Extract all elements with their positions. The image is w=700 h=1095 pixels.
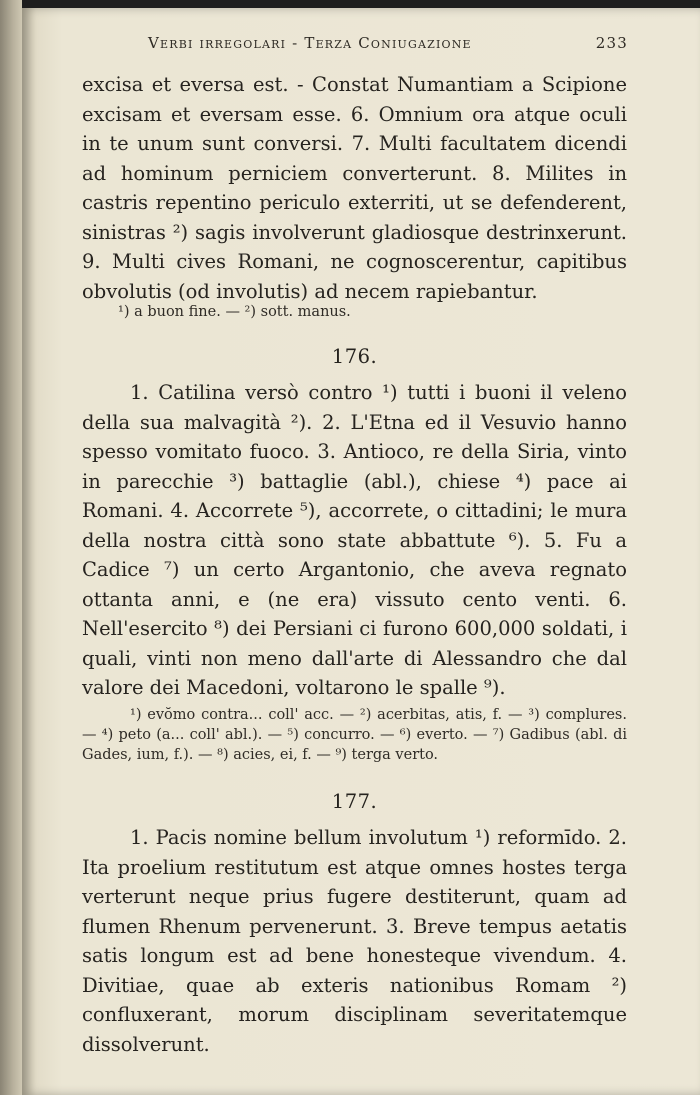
running-header (148, 34, 628, 56)
exercise-number-177: 177. (331, 790, 378, 813)
exercise-175-continuation: excisa et eversa est. - Constat Numantiam a Scipione excisam et eversam esse. 6. Omnium ora atque oculi in te unum sunt conversi. 7. Multi facultatem dicendi ad hominum perniciem converterunt. 8. Milites in castris repentino periculo exterriti, ut se defenderent, sinistras ²) sagis involverunt gladiosque destrinxerunt. 9. Multi cives Romani, ne cognoscerentur, capitibus obvolutis (od involutis) ad necem rapiebantur. (82, 73, 627, 303)
exercise-177-text: 1. Pacis nomine bellum involutum ¹) reformīdo. 2. Ita proelium restitutum est atque omnes hostes terga verterunt neque prius fugere destiterunt, quam ad flumen Rhenum pervenerunt. 3. Breve tempus aetatis satis longum est ad bene honesteque vivendum. 4. Divitiae, quae ab exteris nationibus Romam ²) confluxerant, morum disciplinam severitatemque dissolverunt. (82, 826, 627, 1056)
footnotes-176: ¹) evŏmo contra... coll' acc. — ²) acerbitas, atis, f. — ³) complures. — ⁴) peto (a... coll' abl.). — ⁵) concurro. — ⁶) everto. — ⁷) Gadibus (abl. di Gades, ium, f.). — ⁸) acies, ei, f. — ⁹) terga verto. (82, 707, 627, 763)
running-title: Verbi irregolari - Terza Coniugazione (148, 34, 472, 52)
footnotes-175: ¹) a buon fine. — ²) sott. manus. (118, 304, 351, 320)
scan-top-edge (22, 0, 700, 8)
page-number: 233 (595, 34, 628, 52)
book-spine (0, 0, 22, 1095)
exercise-number-176: 176. (331, 345, 378, 368)
exercise-176-text: 1. Catilina versò contro ¹) tutti i buoni il veleno della sua malvagità ²). 2. L'Etna ed il Vesuvio hanno spesso vomitato fuoco. 3. Antioco, re della Siria, vinto in parecchie ³) battaglie (abl.), chiese ⁴) pace ai Romani. 4. Accorrete ⁵), accorrete, o cittadini; le mura della nostra città sono state abbattute ⁶). 5. Fu a Cadice ⁷) un certo Argantonio, che aveva regnato ottanta anni, e (ne era) vissuto cento venti. 6. Nell'esercito ⁸) dei Persiani ci furono 600,000 soldati, i quali, vinti non meno dall'arte di Alessandro che dal valore dei Macedoni, voltarono le spalle ⁹). (82, 381, 627, 699)
